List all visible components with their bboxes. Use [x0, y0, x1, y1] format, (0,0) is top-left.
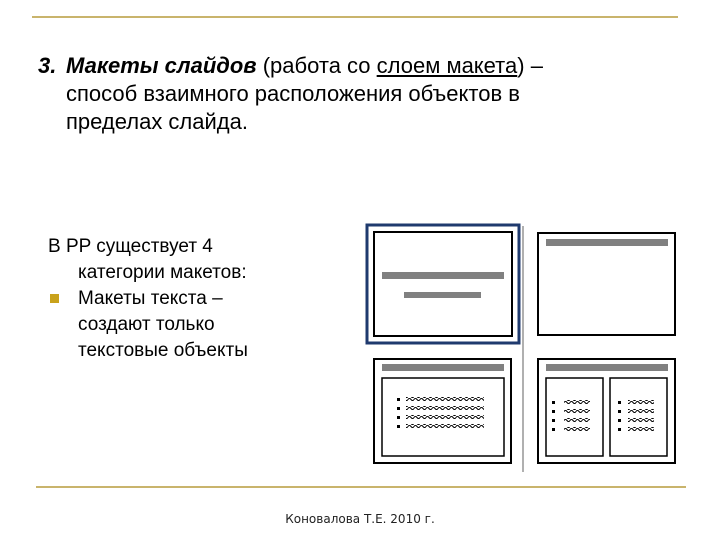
intro-line-2: категории макетов: [78, 262, 247, 283]
bottom-divider-line [36, 486, 686, 488]
slide-outline [374, 232, 512, 336]
title-placeholder-bar [382, 364, 504, 371]
layout-two-column-text[interactable] [538, 359, 675, 463]
bullet-line-2: создают только [78, 314, 215, 335]
title-paren-close: ) – [517, 53, 543, 78]
layout-title-only[interactable] [538, 233, 675, 335]
footer-author: Коновалова Т.Е. 2010 г. [285, 512, 435, 526]
title-placeholder-bar [546, 364, 668, 371]
layout-thumbnails [360, 218, 690, 478]
subtitle-placeholder-bar [404, 292, 481, 298]
top-divider-line [32, 16, 678, 18]
layout-title-slide[interactable] [367, 225, 519, 343]
title-line-2: способ взаимного расположения объектов в [66, 81, 520, 106]
title-paren-open: (работа со [256, 53, 377, 78]
title-number: 3. [38, 53, 57, 78]
slide-outline [538, 233, 675, 335]
right-column-box [610, 378, 667, 456]
title-line-3: пределах слайда. [66, 109, 248, 134]
bullet-square-icon [50, 294, 59, 303]
title-line-1 [66, 52, 543, 80]
title-bold-text: Макеты слайдов [66, 53, 257, 78]
bullet-line-3: текстовые объекты [78, 340, 248, 361]
intro-line-1: В PP существует 4 [48, 236, 213, 257]
title-placeholder-bar [382, 272, 504, 279]
left-column-box [546, 378, 603, 456]
bullet-line-1: Макеты текста – [78, 288, 223, 309]
layout-layer-link[interactable]: слоем макета [376, 53, 518, 78]
layout-title-and-text[interactable] [374, 359, 511, 463]
title-placeholder-bar [546, 239, 668, 246]
